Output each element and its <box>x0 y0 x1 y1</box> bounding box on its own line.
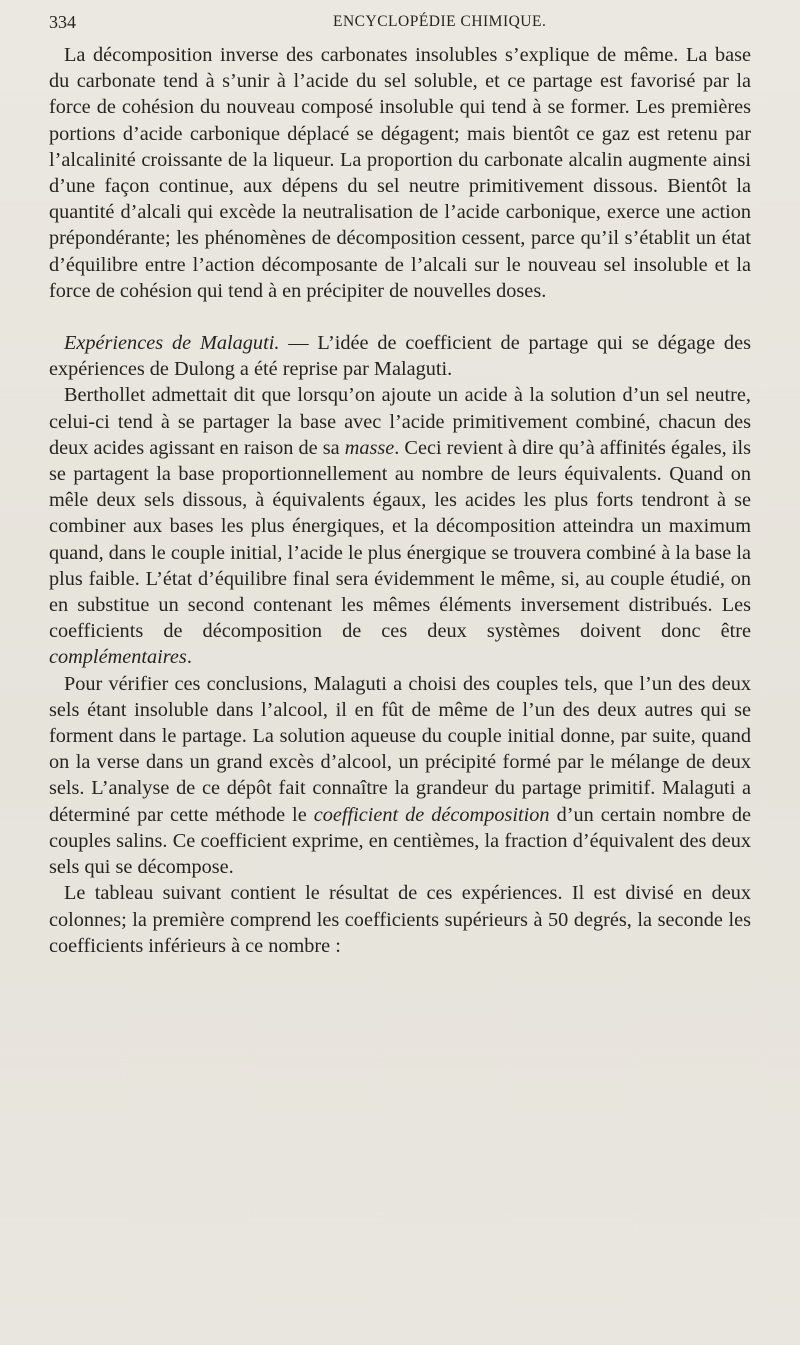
emphasis-masse: masse <box>344 436 395 459</box>
page-number: 334 <box>49 12 76 32</box>
paragraph-berthollet <box>49 382 751 670</box>
body-text <box>49 42 751 959</box>
paragraph-text: Le tableau suivant contient le résultat de ces expériences. Il est divisé en deux colonnes; la première comprend les coefficients supérieurs à 50 degrés, la seconde les coefficients inférieurs à ce nombre : <box>49 882 751 957</box>
paragraph-text: La décomposition inverse des carbonates insolubles s’explique de même. La base du carbonate tend à s’unir à l’acide du sel soluble, et ce partage est favorisé par la force de cohésion du nouveau composé insoluble qui tend à se former. Les premières portions d’acide carbonique déplacé se dégagent; mais bientôt ce gaz est retenu par l’alcalinité croissante de la liqueur. La proportion du carbonate alcalin augmente ainsi d’une façon continue, aux dépens du sel neutre primitivement dissous. Bientôt la quantité d’alcali qui excède la neutralisation de l’acide carbonique, exerce une action prépondérante; les phénomènes de décomposition cessent, parce qu’il s’établit un état d’équilibre entre l’action décomposante de l’alcali sur le nouveau sel insoluble et la force de cohésion qui tend à en précipiter de nouvelles doses. <box>49 44 751 302</box>
emphasis-coefficient: coefficient de décomposition <box>313 803 550 826</box>
section-heading: Expériences de Malaguti. <box>64 332 280 355</box>
paragraph-text: Pour vérifier ces conclusions, Malaguti a choisi des couples tels, que l’un des deux sels étant insoluble dans l’alcool, il en fût de même de l’un des deux autres qui se forment dans le partage. La solution aqueuse du couple initial donne, par suite, quand on la verse dans un grand excès d’alcool, un précipité formé par le mélange de deux sels. L’analyse de ce dépôt fait connaître la grandeur du partage primitif. Malaguti a déterminé par cette méthode le <box>49 672 751 826</box>
paragraph-text: Berthollet admettait dit que lorsqu’on ajoute un acide à la solution d’un sel neutre, celui-ci tend à se partager la base avec l’acide primitivement combiné, chacun des deux acides agissant en raison de sa <box>49 384 751 459</box>
page-header <box>49 12 751 36</box>
running-title: ENCYCLOPÉDIE CHIMIQUE. <box>333 13 547 30</box>
emphasis-complementaires: complémentaires <box>49 646 187 669</box>
paragraph-verification <box>49 671 751 881</box>
paragraph-text: — L’idée de coefficient de partage qui se dégage des expériences de Dulong a été reprise par Malaguti. <box>49 332 751 381</box>
paragraph-text: . <box>186 646 192 669</box>
paragraph-malaguti-intro <box>49 330 751 382</box>
paragraph-text: . Ceci revient à dire qu’à affinités égales, ils se partagent la base proportionnellement au nombre de leurs équivalents. Quand on mêle deux sels dissous, à équivalents égaux, les acides les plus forts tendront à se combiner aux bases les plus énergiques, et la décomposition atteindra un maximum quand, dans le couple initial, l’acide le plus énergique se trouvera combiné à la base la plus faible. L’état d’équilibre final sera évidemment le même, si, au couple étudié, on en substitue un second contenant les mêmes éléments inversement distribués. Les coefficients de décomposition de ces deux systèmes doivent donc être <box>49 436 751 643</box>
paragraph-table-intro <box>49 880 751 959</box>
paragraph-carbonates <box>49 42 751 304</box>
paragraph-text: d’un certain nombre de couples salins. Ce coefficient exprime, en centièmes, la fraction d’équivalent des deux sels qui se décompose. <box>49 803 751 879</box>
